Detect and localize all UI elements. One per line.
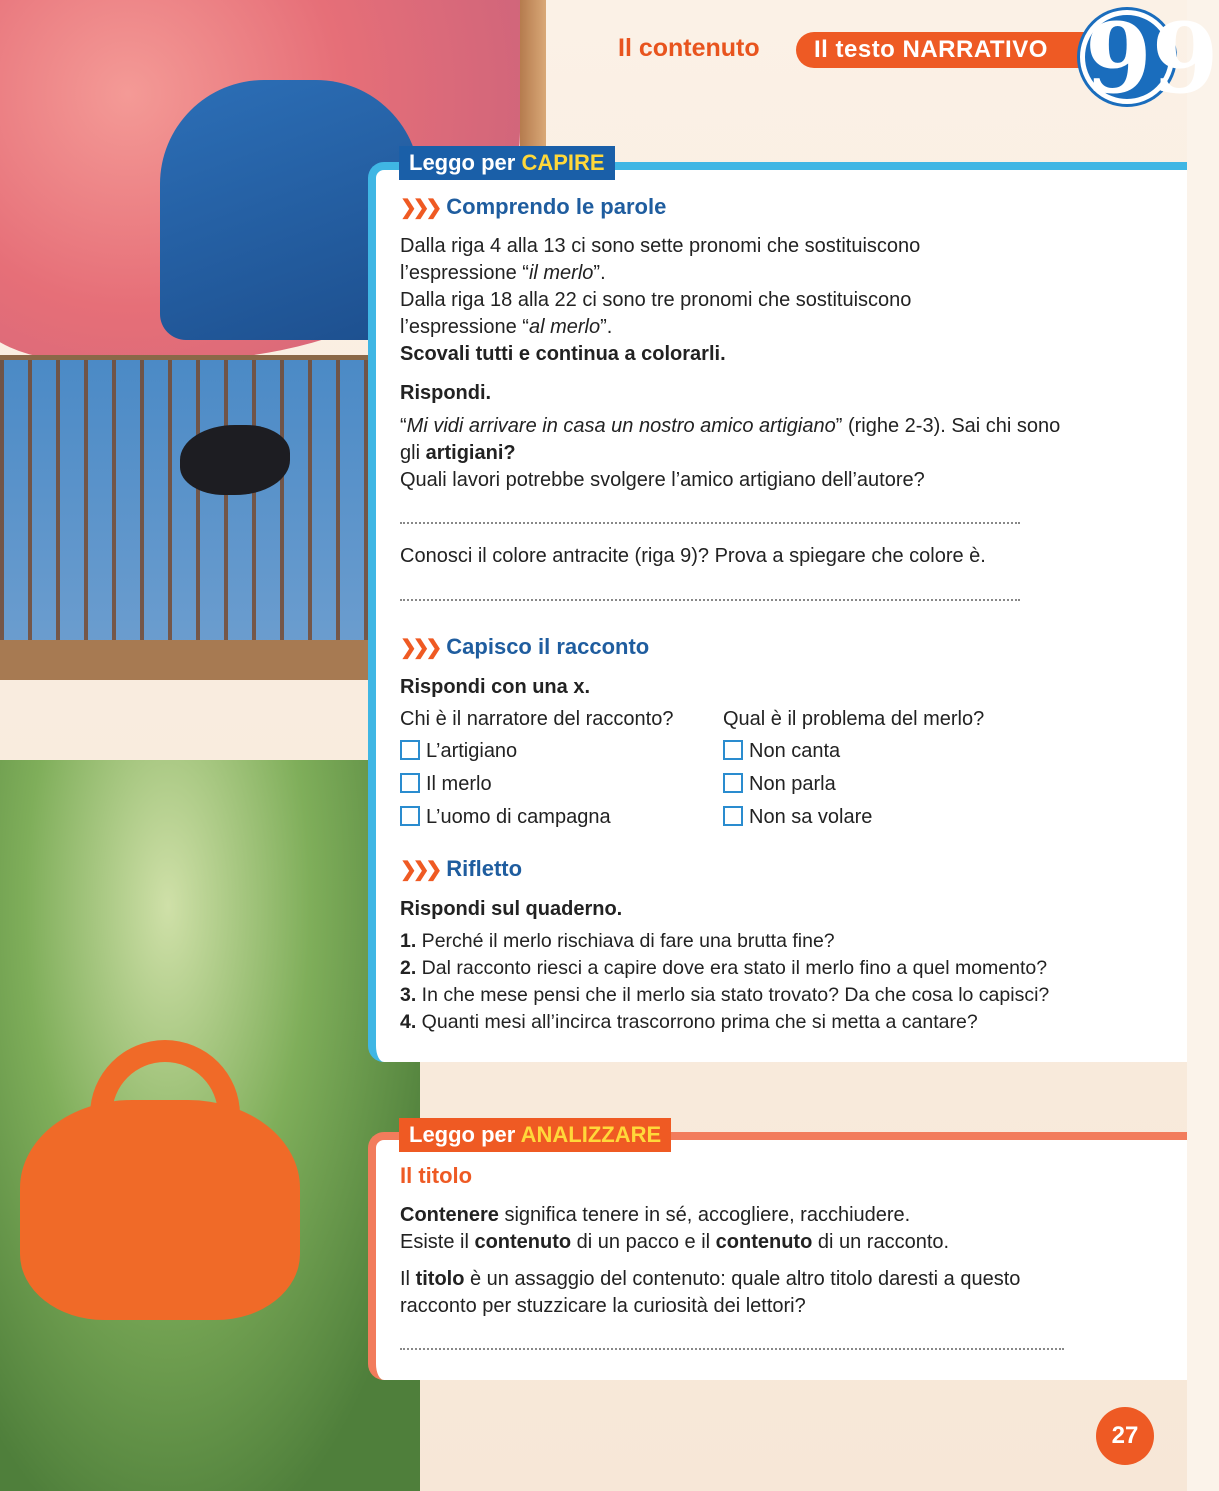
- quote-glyph: 99: [1085, 2, 1219, 115]
- checkbox-option[interactable]: [723, 804, 984, 837]
- checkbox-option[interactable]: [723, 771, 984, 804]
- capisco-column-problema: [723, 706, 984, 837]
- page-number: 27: [1096, 1407, 1154, 1465]
- text: l’espressione “: [400, 316, 529, 338]
- question-line: [400, 440, 1060, 467]
- bold-text: contenuto: [715, 1231, 813, 1253]
- capire-tab: [399, 146, 615, 180]
- list-item: [400, 982, 1049, 1009]
- bird-cage: [0, 360, 380, 660]
- capisco-title: [400, 634, 649, 660]
- blackbird-icon: [180, 425, 290, 495]
- item-text: Dal racconto riesci a capire dove era stato il merlo fino a quel momento?: [416, 957, 1048, 979]
- titolo-line: racconto per stuzzicare la curiosità dei lettori?: [400, 1295, 806, 1317]
- bold-text: titolo: [415, 1268, 465, 1290]
- text: di un pacco e il: [571, 1231, 716, 1253]
- rifletto-instruction: Rispondi sul quaderno.: [400, 898, 623, 920]
- quote-icon: [1080, 2, 1219, 115]
- chevrons-icon: ❯❯❯: [400, 859, 439, 881]
- comprendo-line: Dalla riga 18 alla 22 ci sono tre pronomi che sostituiscono: [400, 289, 912, 311]
- cage-base: [0, 640, 380, 680]
- item-number: 1.: [400, 930, 417, 952]
- list-item: [400, 955, 1049, 982]
- analizzare-tab-highlight: ANALIZZARE: [520, 1122, 662, 1147]
- bold-text: artigiani?: [425, 442, 516, 464]
- column-question: Chi è il narratore del racconto?: [400, 708, 674, 730]
- capisco-column-narratore: [400, 706, 673, 837]
- checkbox-option[interactable]: [400, 771, 673, 804]
- text: ”.: [600, 316, 613, 338]
- checkbox[interactable]: [723, 773, 743, 793]
- rispondi-label: Rispondi.: [400, 382, 492, 404]
- list-item: [400, 1009, 1049, 1036]
- question-artigiani: [400, 413, 1060, 494]
- option-label: Non canta: [749, 740, 841, 762]
- text: significa tenere in sé, accogliere, racchiudere.: [498, 1204, 911, 1226]
- comprendo-line: [400, 260, 920, 287]
- answer-line[interactable]: [400, 599, 1020, 601]
- text: gli: [400, 442, 426, 464]
- checkbox[interactable]: [400, 806, 420, 826]
- text: ”.: [593, 262, 606, 284]
- italic-text: Mi vidi arrivare in casa un nostro amico artigiano: [406, 415, 836, 437]
- option-label: Non sa volare: [749, 806, 873, 828]
- comprendo-instruction: Scovali tutti e continua a colorarli.: [400, 343, 726, 365]
- capisco-title-text: Capisco il racconto: [446, 634, 650, 659]
- item-number: 4.: [400, 1011, 417, 1033]
- spacer: [400, 1256, 1020, 1266]
- rifletto-title-text: Rifletto: [446, 856, 523, 881]
- column-question: Qual è il problema del merlo?: [723, 708, 985, 730]
- item-text: Perché il merlo rischiava di fare una brutta fine?: [416, 930, 835, 952]
- question-line: Quali lavori potrebbe svolgere l’amico artigiano dell’autore?: [400, 469, 925, 491]
- titolo-title: Il titolo: [400, 1163, 473, 1188]
- capire-tab-highlight: CAPIRE: [521, 150, 605, 175]
- titolo-line: [400, 1266, 1020, 1293]
- text: è un assaggio del contenuto: quale altro titolo daresti a questo: [464, 1268, 1021, 1290]
- titolo-line: [400, 1202, 1020, 1229]
- item-number: 2.: [400, 957, 417, 979]
- text: di un racconto.: [812, 1231, 950, 1253]
- capisco-instruction: Rispondi con una x.: [400, 676, 591, 698]
- header-section-pill: [796, 32, 1096, 68]
- text: “: [400, 415, 407, 437]
- analizzare-tab: [399, 1118, 671, 1152]
- checkbox[interactable]: [400, 773, 420, 793]
- chevrons-icon: ❯❯❯: [400, 637, 439, 659]
- page-header: [0, 2, 1219, 115]
- checkbox[interactable]: [723, 740, 743, 760]
- option-label: L’artigiano: [426, 740, 518, 762]
- question-antracite: Conosci il colore antracite (riga 9)? Prova a spiegare che colore è.: [400, 545, 986, 567]
- checkbox-option[interactable]: [400, 804, 673, 837]
- header-section-label: Il testo NARRATIVO: [814, 36, 1048, 63]
- checkbox-option[interactable]: [400, 738, 673, 771]
- capire-tab-prefix: Leggo per: [409, 150, 522, 175]
- answer-line[interactable]: [400, 1348, 1064, 1350]
- header-subtitle: Il contenuto: [618, 34, 760, 62]
- comprendo-line: [400, 314, 920, 341]
- checkbox[interactable]: [723, 806, 743, 826]
- rifletto-list: [400, 928, 1049, 1036]
- checkbox-option[interactable]: [723, 738, 984, 771]
- bold-text: contenuto: [474, 1231, 572, 1253]
- item-text: In che mese pensi che il merlo sia stato trovato? Da che cosa lo capisci?: [416, 984, 1050, 1006]
- text: ” (righe 2-3). Sai chi sono: [835, 415, 1061, 437]
- comprendo-title-text: Comprendo le parole: [446, 194, 667, 219]
- item-text: Quanti mesi all’incirca trascorrono prima che si metta a cantare?: [416, 1011, 978, 1033]
- analizzare-tab-prefix: Leggo per: [409, 1122, 521, 1147]
- option-label: L’uomo di campagna: [426, 806, 611, 828]
- titolo-line: [400, 1229, 1020, 1256]
- text: Il: [400, 1268, 416, 1290]
- chevrons-icon: ❯❯❯: [400, 197, 439, 219]
- answer-line[interactable]: [400, 522, 1020, 524]
- rifletto-title: [400, 856, 522, 882]
- list-item: [400, 928, 1049, 955]
- comprendo-line: Dalla riga 4 alla 13 ci sono sette pronomi che sostituiscono: [400, 235, 921, 257]
- text: Esiste il: [400, 1231, 475, 1253]
- question-line: [400, 413, 1060, 440]
- checkbox[interactable]: [400, 740, 420, 760]
- italic-text: il merlo: [528, 262, 594, 284]
- italic-text: al merlo: [528, 316, 601, 338]
- comprendo-body: [400, 233, 920, 368]
- bold-text: Contenere: [400, 1204, 499, 1226]
- item-number: 3.: [400, 984, 417, 1006]
- text: l’espressione “: [400, 262, 529, 284]
- titolo-body: [400, 1202, 1020, 1320]
- option-label: Non parla: [749, 773, 836, 795]
- watering-can-icon: [20, 1100, 300, 1320]
- comprendo-title: [400, 194, 666, 220]
- option-label: Il merlo: [426, 773, 492, 795]
